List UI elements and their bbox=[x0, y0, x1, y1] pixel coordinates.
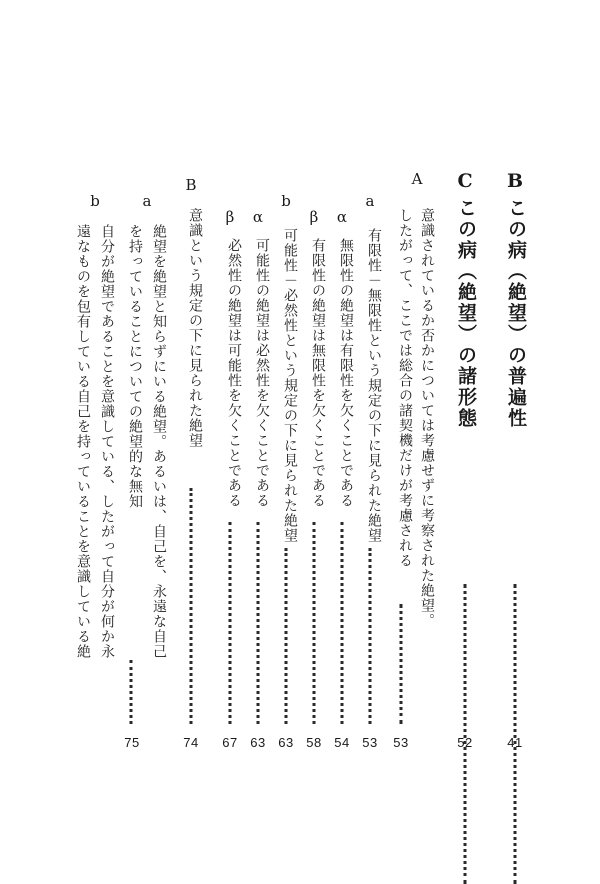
toc-entry bbox=[450, 172, 480, 772]
toc-marker: β bbox=[309, 208, 319, 226]
leader-dots bbox=[400, 604, 403, 724]
toc-entry bbox=[392, 172, 442, 772]
page-number: 53 bbox=[393, 735, 409, 750]
page-number: 63 bbox=[278, 735, 294, 750]
leader-dots bbox=[369, 548, 372, 724]
toc-entry bbox=[299, 172, 329, 772]
toc-title: 有限性－無限性という規定の下に見られた絶望 bbox=[366, 228, 382, 543]
toc-entry bbox=[500, 172, 530, 772]
toc-marker: β bbox=[225, 208, 235, 226]
leader-dots bbox=[190, 488, 193, 724]
page-number: 74 bbox=[183, 735, 199, 750]
toc-title: 可能性の絶望は必然性を欠くことである bbox=[254, 238, 270, 508]
leader-dots bbox=[464, 584, 467, 884]
toc-marker: a bbox=[365, 192, 375, 210]
leader-dots bbox=[313, 522, 316, 724]
page-number: 75 bbox=[124, 735, 140, 750]
toc-title: 必然性の絶望は可能性を欠くことである bbox=[226, 238, 242, 508]
toc-title: この病（絶望）の普遍性 bbox=[505, 198, 527, 429]
toc-title: 無限性の絶望は有限性を欠くことである bbox=[338, 238, 354, 508]
toc-title: 有限性の絶望は無限性を欠くことである bbox=[310, 238, 326, 508]
toc-marker: B bbox=[506, 170, 524, 192]
page-number: 67 bbox=[222, 735, 238, 750]
toc-marker: α bbox=[252, 208, 264, 226]
toc-marker: b bbox=[90, 192, 100, 210]
page-number: 63 bbox=[250, 735, 266, 750]
leader-dots bbox=[257, 522, 260, 724]
toc-marker: A bbox=[411, 170, 423, 188]
toc-entry bbox=[271, 172, 301, 772]
leader-dots bbox=[514, 584, 517, 884]
page-number: 58 bbox=[306, 735, 322, 750]
toc-entry bbox=[327, 172, 357, 772]
toc-entry bbox=[68, 172, 120, 772]
toc-marker: α bbox=[336, 208, 348, 226]
toc-marker: a bbox=[142, 192, 152, 210]
toc-marker: B bbox=[185, 176, 197, 194]
toc-title: 意識されているか否かについては考慮せずに考察された絶望。 bbox=[419, 208, 435, 628]
toc-marker: b bbox=[281, 192, 291, 210]
toc-entry bbox=[215, 172, 245, 772]
leader-dots bbox=[130, 660, 133, 724]
toc-title: 可能性－必然性という規定の下に見られた絶望 bbox=[282, 228, 298, 543]
toc-marker: C bbox=[457, 170, 473, 192]
toc-title: 自分が絶望であることを意識している、したがって自分が何か永 bbox=[99, 224, 115, 659]
toc-entry bbox=[120, 172, 172, 772]
page-number: 53 bbox=[362, 735, 378, 750]
toc-title: この病（絶望）の諸形態 bbox=[455, 198, 477, 429]
toc-entry bbox=[355, 172, 385, 772]
toc-title: 意識という規定の下に見られた絶望 bbox=[187, 208, 203, 448]
page-number: 54 bbox=[334, 735, 350, 750]
leader-dots bbox=[341, 522, 344, 724]
page-number: 52 bbox=[457, 735, 473, 750]
leader-dots bbox=[285, 548, 288, 724]
leader-dots bbox=[229, 522, 232, 724]
toc-entry bbox=[176, 172, 206, 772]
toc-entry bbox=[243, 172, 273, 772]
toc-title-cont: を持っていることについての絶望的な無知 bbox=[127, 224, 143, 509]
page-number: 41 bbox=[507, 735, 523, 750]
toc-title-cont: 遠なものを包有している自己を持っていることを意識している絶 bbox=[75, 224, 91, 659]
toc-title: 絶望を絶望と知らずにいる絶望。あるいは、自己を、永遠な自己 bbox=[151, 224, 167, 659]
toc-title-cont: したがって、ここでは総合の諸契機だけが考慮される bbox=[397, 208, 413, 568]
